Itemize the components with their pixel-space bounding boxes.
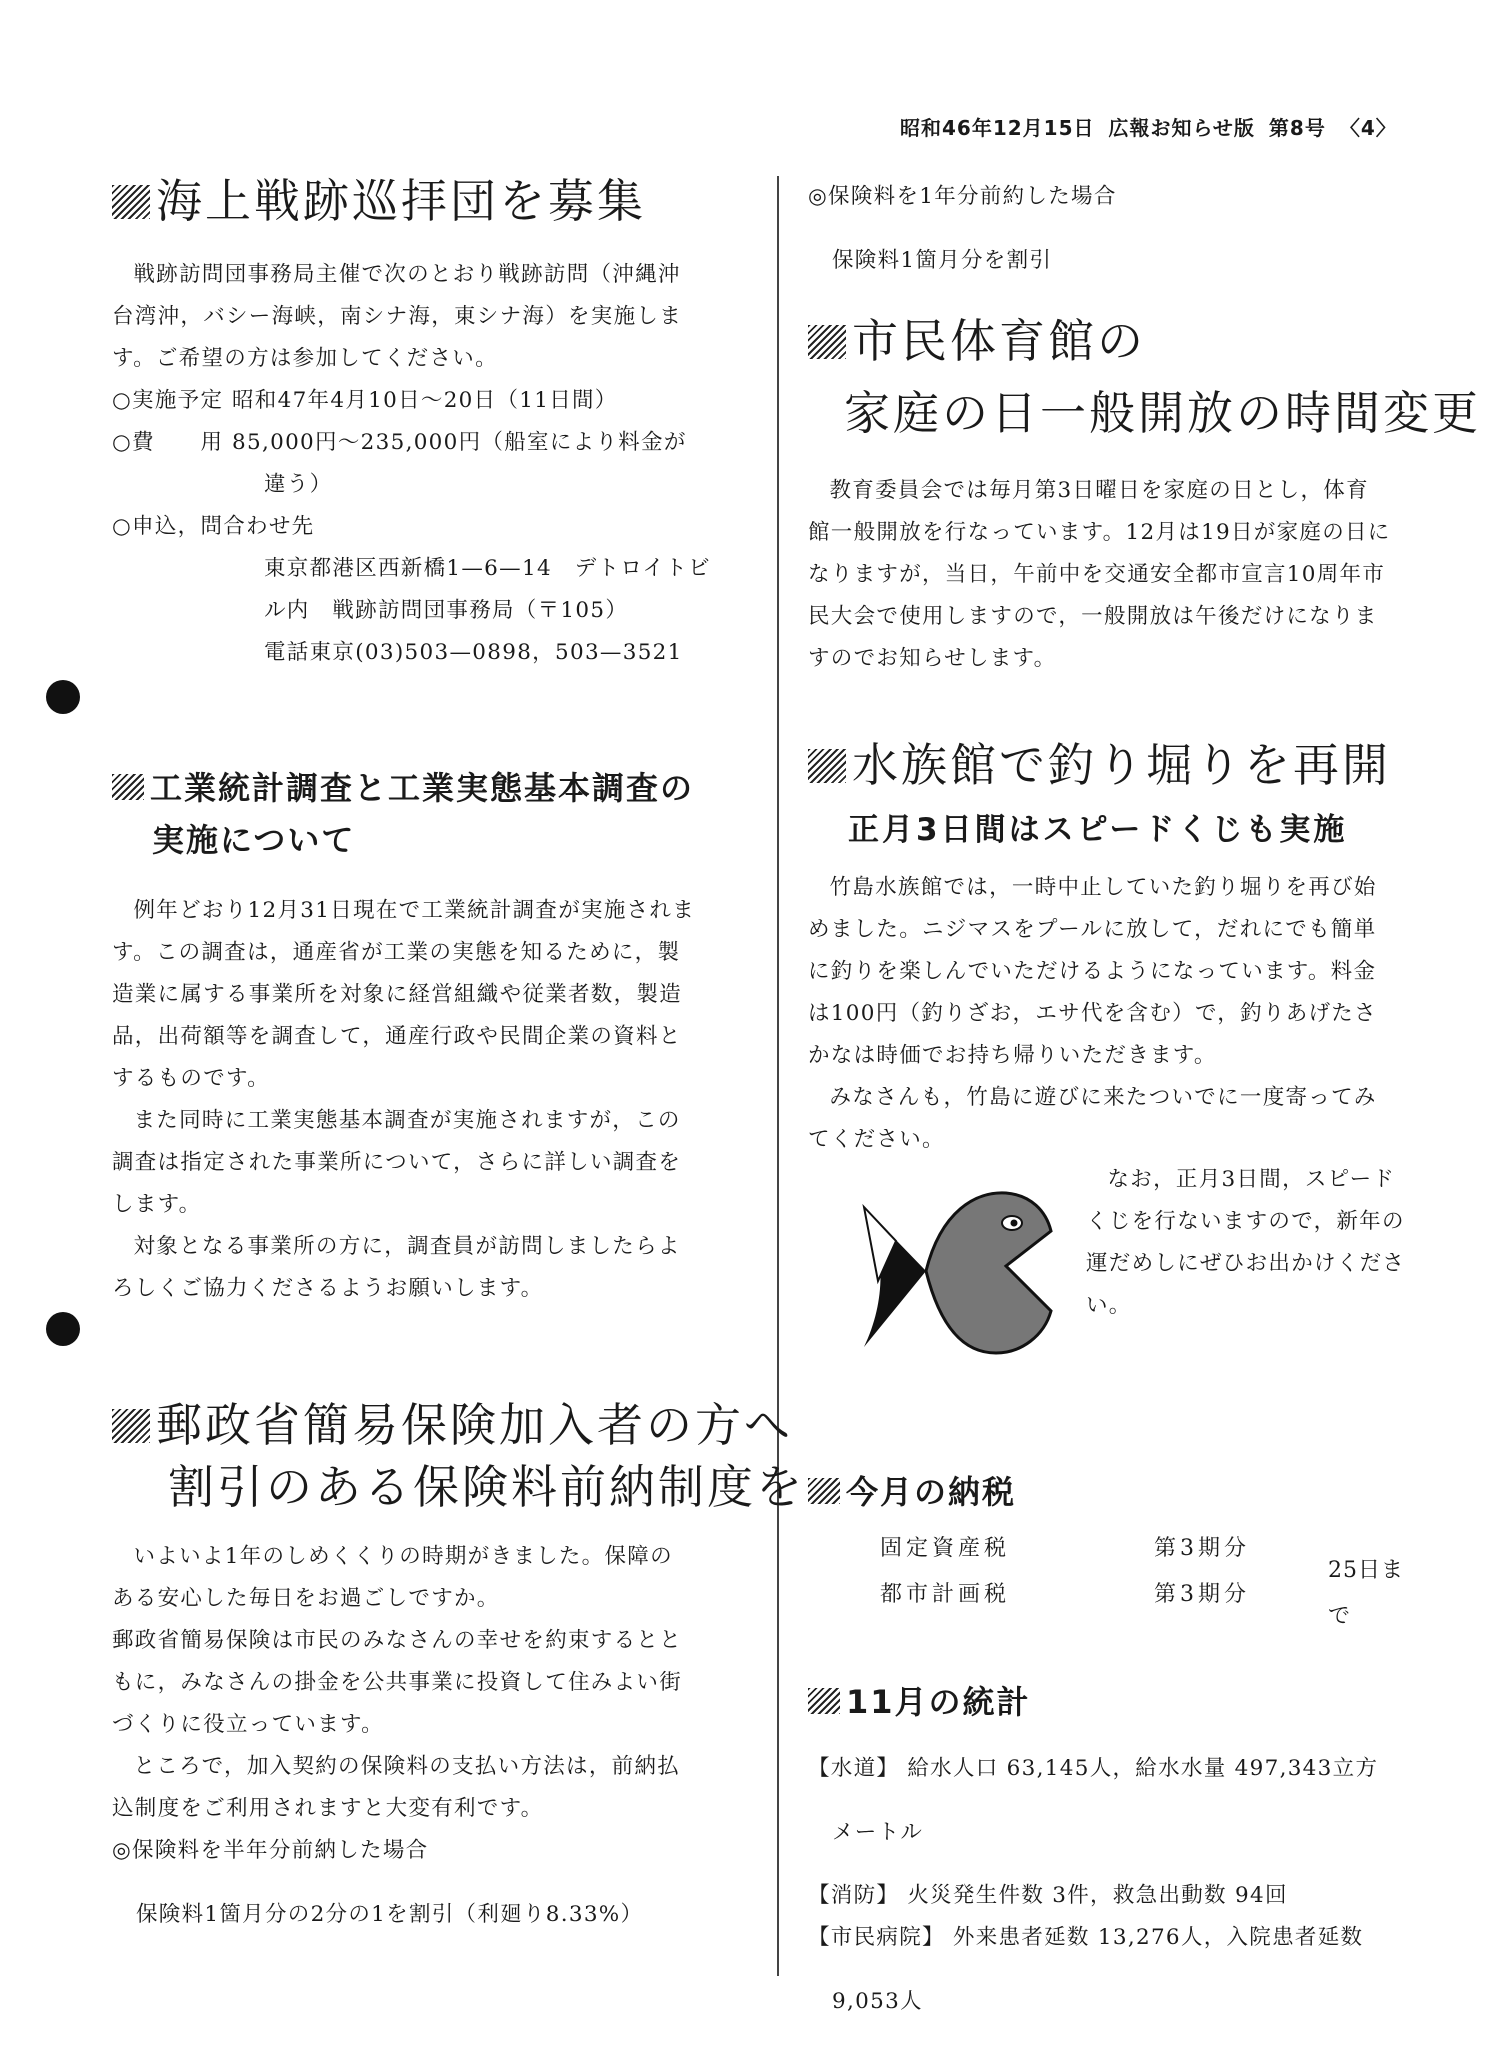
insurance-continued [808, 176, 1426, 303]
stat-line: 9,053人 [832, 1988, 923, 2014]
tax-row: 固定資産税 第3期分 [880, 1536, 1250, 1561]
section-tax [808, 1466, 1426, 1629]
section-heading: 今月の納税 [808, 1466, 1426, 1518]
body-line: すのでお知らせします。 [808, 646, 1057, 671]
body-line: 保険料1箇月分を割引 [832, 247, 1053, 273]
punch-hole-top [46, 680, 80, 714]
address-line: 東京都港区西新橋1—6—14 デトロイトビ [264, 556, 711, 581]
note-line: い。 [1086, 1293, 1132, 1318]
body-line: 民大会で使用しますので，一般開放は午後だけになりま [808, 604, 1378, 629]
section-heading: 水族館で釣り堀りを再開 [808, 734, 1426, 796]
body-line: ◎保険料を1年分前約した場合 [808, 184, 1117, 209]
page-header [900, 112, 1420, 141]
fish-illustration [856, 1171, 1056, 1367]
body-line: 保険料1箇月分の2分の1を割引（利廻り8.33%） [136, 1901, 644, 1927]
hatch-mark-icon [112, 1409, 150, 1443]
section-aquarium [808, 734, 1426, 1365]
section-heading: 海上戦跡巡拝団を募集 [112, 170, 752, 232]
section-industrial-survey [112, 762, 752, 1310]
body-line: なりますが，当日，午前中を交通安全都市宣言10周年市 [808, 562, 1386, 587]
hatch-mark-icon [112, 774, 144, 800]
body-line: ろしくご協力くださるようお願いします。 [112, 1276, 544, 1301]
note-line: なお，正月3日間，スピード [1107, 1167, 1396, 1192]
header-page: 〈4〉 [1339, 116, 1397, 140]
note-line: 運だめしにぜひお出かけくださ [1086, 1251, 1406, 1276]
body-line: めました。ニジマスをプールに放して，だれにでも簡単 [808, 917, 1377, 942]
body-line: ある安心した毎日をお過ごしですか。 [112, 1586, 500, 1611]
body-line: また同時に工業実態基本調査が実施されますが，この [133, 1108, 681, 1133]
body-line: いよいよ1年のしめくくりの時期がきました。保障の [133, 1544, 673, 1569]
body-line: みなさんも，竹島に遊びに来たついでに一度寄ってみ [829, 1085, 1377, 1110]
hatch-mark-icon [808, 1478, 840, 1504]
body-line: は100円（釣りざお，エサ代を含む）で，釣りあげたさ [808, 1001, 1377, 1026]
body-line: 例年どおり12月31日現在で工業統計調査が実施されま [133, 898, 696, 923]
header-issue: 第8号 [1268, 116, 1326, 140]
section-heading: 工業統計調査と工業実態基本調査の [112, 762, 752, 814]
body-line: てください。 [808, 1127, 945, 1152]
body-line: 館一般開放を行なっています。12月は19日が家庭の日に [808, 520, 1391, 545]
note-line: くじを行ないますので，新年の [1086, 1209, 1405, 1234]
hatch-mark-icon [808, 749, 846, 783]
stat-line: 【水道】 給水人口 63,145人，給水水量 497,343立方 [808, 1756, 1379, 1781]
section-heading-line2: 家庭の日一般開放の時間変更 [844, 386, 1481, 440]
stat-line: メートル [832, 1819, 924, 1845]
body-line: ◎保険料を半年分前納した場合 [112, 1838, 429, 1863]
header-date: 昭和46年12月15日 [900, 116, 1095, 140]
section-postal-insurance [112, 1394, 805, 1957]
section-subtitle: 正月3日間はスピードくじも実施 [848, 812, 1348, 848]
body-line: するものです。 [112, 1066, 270, 1091]
stat-line: 【市民病院】 外来患者延数 13,276人，入院患者延数 [808, 1925, 1364, 1950]
section-heading-line2: 割引のある保険料前納制度を [168, 1460, 805, 1514]
header-edition: 広報お知らせ版 [1108, 116, 1255, 140]
stat-line: 【消防】 火災発生件数 3件，救急出動数 94回 [808, 1883, 1288, 1908]
section-heading: 郵政省簡易保険加入者の方へ [112, 1394, 752, 1456]
section-heading: 市民体育館の [808, 310, 1426, 372]
hatch-mark-icon [808, 1688, 840, 1714]
address-line: ル内 戦跡訪問団事務局（〒105） [264, 598, 629, 623]
body-line: 郵政省簡易保険は市民のみなさんの幸せを約束するとと [112, 1628, 683, 1653]
cost-row-cont: 違う） [264, 472, 333, 497]
body-line: 戦跡訪問団事務局主催で次のとおり戦跡訪問（沖縄沖 [133, 262, 681, 287]
body-line: す。ご希望の方は参加してください。 [112, 346, 498, 371]
body-line: 竹島水族館では，一時中止していた釣り堀りを再び始 [829, 875, 1377, 900]
column-divider [777, 176, 779, 1976]
cost-row: ○費 用 85,000円〜235,000円（船室により料金が [112, 430, 687, 455]
body-line: 教育委員会では毎月第3日曜日を家庭の日とし，体育 [829, 478, 1369, 503]
body-line: 込制度をご利用されますと大変有利です。 [112, 1796, 544, 1821]
punch-hole-bottom [46, 1312, 80, 1346]
body-line: かなは時価でお持ち帰りいただきます。 [808, 1043, 1217, 1068]
body-line: 台湾沖，バシー海峡，南シナ海，東シナ海）を実施しま [112, 304, 683, 329]
body-line: づくりに役立っています。 [112, 1712, 384, 1737]
tax-row: 都市計画税 第3期分 [880, 1582, 1250, 1607]
tax-due-date: 25日まで [1328, 1558, 1404, 1629]
section-gymnasium [808, 310, 1481, 680]
tax-table [808, 1526, 1426, 1629]
contact-row: ○申込，問合わせ先 [112, 514, 315, 539]
body-line: します。 [112, 1192, 202, 1217]
section-heading: 11月の統計 [808, 1676, 1426, 1728]
hatch-mark-icon [112, 185, 150, 219]
body-line: ところで，加入契約の保険料の支払い方法は，前納払 [133, 1754, 681, 1779]
body-line: 造業に属する事業所を対象に経営組織や従業者数，製造 [112, 982, 683, 1007]
schedule-row: ○実施予定 昭和47年4月10日〜20日（11日間） [112, 388, 618, 413]
hatch-mark-icon [808, 325, 846, 359]
section-war-memorial-tour [112, 170, 752, 674]
body-line: す。この調査は，通産省が工業の実態を知るために，製 [112, 940, 681, 965]
body-line: 調査は指定された事業所について，さらに詳しい調査を [112, 1150, 682, 1175]
section-heading-line2: 実施について [152, 821, 356, 859]
body-line: に釣りを楽しんでいただけるようになっています。料金 [808, 959, 1377, 984]
body-line: 品，出荷額等を調査して，通産行政や民間企業の資料と [112, 1024, 682, 1049]
phone-line: 電話東京(03)503—0898，503—3521 [264, 640, 683, 665]
section-statistics [808, 1676, 1426, 2044]
body-line: 対象となる事業所の方に，調査員が訪問しましたらよ [133, 1234, 681, 1259]
body-line: もに，みなさんの掛金を公共事業に投資して住みよい街 [112, 1670, 683, 1695]
